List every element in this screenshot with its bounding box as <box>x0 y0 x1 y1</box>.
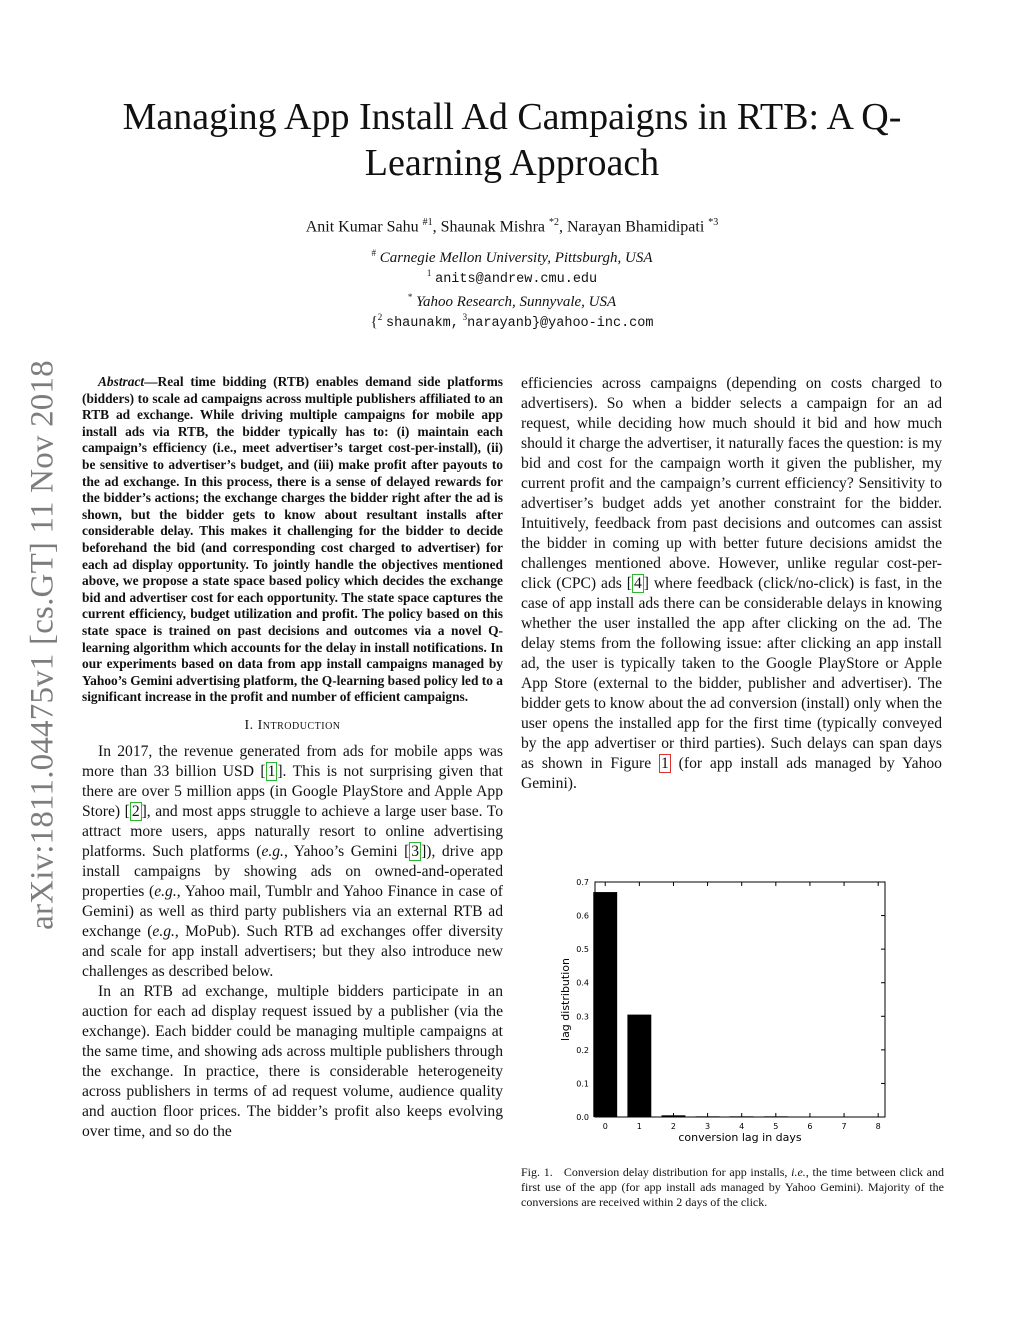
abstract-text: —Real time bidding (RTB) enables demand side platforms (bidders) to scale ad campaigns across multiple publishers affiliated to an RTB ad exchange. While driving multiple campaigns for mobile app install ads via RTB, the bidder typically has to: (i) maintain each campaign’s efficiency (i.e., meet advertiser’s target cost-per-install), (ii) be sensitive to advertiser’s budget, and (iii) make profit after payouts to the ad exchange. In this process, there is a sense of delayed rewards for the bidder’s actions; the exchange charges the bidder right after the ad is shown, but the bidder gets to know about resultant installs after considerable delay. This makes it challenging for the bidder to decide beforehand the bid (and corresponding cost charged to advertiser) for each ad display opportunity. To jointly handle the objectives mentioned above, we propose a state space based policy which decides the exchange bid and advertiser cost for each opportunity. The state space captures the current efficiency, budget utilization and profit. The policy based on this state space is trained on past decisions and outcomes via a novel Q-learning algorithm which accounts for the delay in install notifications. In our experiments based on data from app install campaigns managed by Yahoo’s Gemini advertising platform, the Q-learning based policy led to a significant increase in the profit and number of efficient campaigns. <box>82 374 503 705</box>
email-cmu-address: anits@andrew.cmu.edu <box>435 272 598 287</box>
abstract <box>82 374 503 706</box>
x-tick-label-4: 4 <box>739 1122 745 1131</box>
x-tick-label-7: 7 <box>841 1122 847 1131</box>
right-p1-text-1: efficiencies across campaigns (depending on costs charged to advertisers). So when a bidder selects a campaign for an ad request, while deciding how much should it bid and how much should it charge the advertiser, it naturally faces the question: is my bid and cost for the campaign worth it given the publisher, my current profit and the campaign’s current efficiency? Sensitivity to advertiser’s budget adds yet another constraint for the bidder. Intuitively, feedback from past decisions and outcomes can assist the bidder in coming up with better future decisions amidst the challenges mentioned above. However, unlike regular cost-per-click (CPC) ads [ <box>521 375 942 592</box>
x-tick-label-2: 2 <box>670 1122 677 1131</box>
y-tick-label-2: 0.2 <box>576 1045 589 1055</box>
author-3-mark: *3 <box>708 217 719 228</box>
intro-p1-text-7: , MoPub). Such RTB ad exchanges offer diversity and scale for app install advertisers; but they also introduce new challenges as described below. <box>82 922 504 980</box>
bar-1 <box>627 1015 651 1117</box>
arxiv-sidebar <box>18 345 68 945</box>
x-tick-label-5: 5 <box>773 1122 779 1131</box>
affiliation-cmu-name: Carnegie Mellon University, Pittsburgh, USA <box>379 250 653 266</box>
author-3: Narayan Bhamidipati <box>567 218 705 236</box>
figure-1-chart <box>555 872 895 1147</box>
author-list: Anit Kumar Sahu $^{\#1}$, Shaunak Mishra $^{*2}$, Narayan Bhamidipati $^{*3}$ <box>305 217 719 236</box>
caption-text-1: Conversion delay distribution for app installs, <box>563 1165 792 1179</box>
intro-paragraph-2: In an RTB ad exchange, multiple bidders participate in an auction for each ad display request issued by a publisher (via the exchange). Each bidder could be managing multiple campaigns at the same time, and showing ads across multiple publishers through the exchange. In practice, there is considerable heterogeneity across publishers in terms of ad request volume, audience quality and auction floor prices. The bidder’s profit also keeps evolving over time, and so do the <box>82 982 503 1140</box>
author-2: Shaunak Mishra <box>440 218 545 236</box>
x-tick-label-1: 1 <box>636 1122 642 1131</box>
intro-p1-text-6: , Yahoo mail, Tumblr and Yahoo Finance in case of Gemini) as well as third party publishers via an external RTB ad exchange ( <box>82 882 503 940</box>
email-yahoo-mark-2: 2 <box>377 312 383 322</box>
intro-p1-text-2: ]. This is not surprising given that there are over 5 million apps (in Google PlayStore and Apple App Store) [ <box>82 762 503 820</box>
y-tick-label-7: 0.7 <box>576 878 589 887</box>
x-tick-label-3: 3 <box>705 1122 711 1131</box>
right-p1-text-2: ] where feedback (click/no-click) is fast, in the case of app install ads there can be considerable delays in knowing whether the user installed the app after clicking on the ad. The delay stems from the following issue: after clicking an app install ad, the user is typically taken to the Google PlayStore or Apple App Store (external to the bidder, publisher and advertiser). The bidder gets to know about the ad conversion (install) only when the user opens the installed app for the first time (typically conveyed by the app advertiser or third parties). Such delays can span days as shown in Figure <box>521 575 943 772</box>
email-yahoo-user-a: shaunakm, <box>385 316 459 331</box>
affiliation-yahoo-name: Yahoo Research, Sunnyvale, USA <box>416 294 617 310</box>
right-p1-text-3: (for app install ads managed by Yahoo Gemini). <box>521 755 942 792</box>
left-column <box>82 374 503 1142</box>
section-number: I. <box>244 717 254 733</box>
citation-link-4[interactable]: 4 <box>633 575 642 592</box>
y-tick-label-3: 0.3 <box>576 1012 589 1022</box>
x-axis-label: conversion lag in days <box>678 1131 802 1144</box>
citation-link-3[interactable]: 3 <box>411 842 420 860</box>
email-yahoo <box>80 307 944 334</box>
x-tick-label-6: 6 <box>807 1122 813 1131</box>
email-brace-open: { <box>370 314 378 330</box>
caption-label: Fig. 1. <box>521 1165 553 1179</box>
intro-p1-eg-3: e.g. <box>152 922 175 940</box>
figure-link-1[interactable]: 1 <box>661 755 669 772</box>
y-tick-label-5: 0.5 <box>576 945 589 955</box>
author-2-mark: *2 <box>549 217 559 228</box>
intro-p1-text-5: ]), drive app install campaigns by showing ads on owned-and-operated properties ( <box>82 842 503 900</box>
abstract-label: Abstract <box>98 374 145 389</box>
intro-p1-text-3: ], and most apps struggle to achieve a large user base. To attract more users, apps naturally resort to online advertising platforms. Such platforms ( <box>82 802 503 860</box>
paper-title: Managing App Install Ad Campaigns in RTB: A Q-Learning Approach <box>122 96 902 184</box>
author-1-mark: #1 <box>422 217 433 228</box>
email-yahoo-user-b: narayanb <box>467 316 532 331</box>
y-tick-label-6: 0.6 <box>576 911 589 921</box>
email-cmu <box>80 263 944 290</box>
affiliation-cmu-mark: # <box>371 248 376 258</box>
caption-ie: i.e. <box>791 1165 806 1179</box>
right-paragraph-1 <box>521 374 942 794</box>
citation-link-1[interactable]: 1 <box>267 762 276 780</box>
intro-paragraph-1 <box>82 742 503 982</box>
email-cmu-mark: 1 <box>426 268 432 278</box>
caption-text-2: , the time between click and first use of the app (for app install ads managed by Yahoo Gemini). Majority of the conversions are received within 2 days of the click. <box>521 1165 944 1209</box>
right-column <box>521 374 942 794</box>
citation-link-2[interactable]: 2 <box>131 802 140 820</box>
x-tick-label-0: 0 <box>602 1122 608 1131</box>
email-yahoo-domain: }@yahoo-inc.com <box>531 316 654 331</box>
figure-1-caption <box>521 1165 944 1210</box>
y-tick-label-0: 0.0 <box>576 1113 589 1122</box>
x-tick-label-8: 8 <box>875 1122 881 1131</box>
author-1: Anit Kumar Sahu <box>305 218 419 236</box>
section-heading <box>82 718 503 734</box>
email-yahoo-mark-3: 3 <box>462 312 468 322</box>
intro-p1-eg-1: e.g. <box>261 842 284 860</box>
y-axis-label: lag distribution <box>559 958 572 1041</box>
affiliation-yahoo-mark: * <box>407 292 413 302</box>
intro-p1-text-1: In 2017, the revenue generated from ads for mobile apps was more than 33 billion USD [ <box>82 742 503 780</box>
arxiv-identifier: arXiv:1811.04475v1 [cs.GT] 11 Nov 2018 <box>24 360 61 930</box>
y-tick-label-4: 0.4 <box>576 978 589 988</box>
section-title: Introduction <box>257 717 341 733</box>
intro-p1-eg-2: e.g. <box>154 882 177 900</box>
lag-distribution-chart <box>555 872 895 1147</box>
intro-p1-text-4: , Yahoo’s Gemini [ <box>283 842 410 860</box>
y-tick-label-1: 0.1 <box>576 1079 589 1089</box>
